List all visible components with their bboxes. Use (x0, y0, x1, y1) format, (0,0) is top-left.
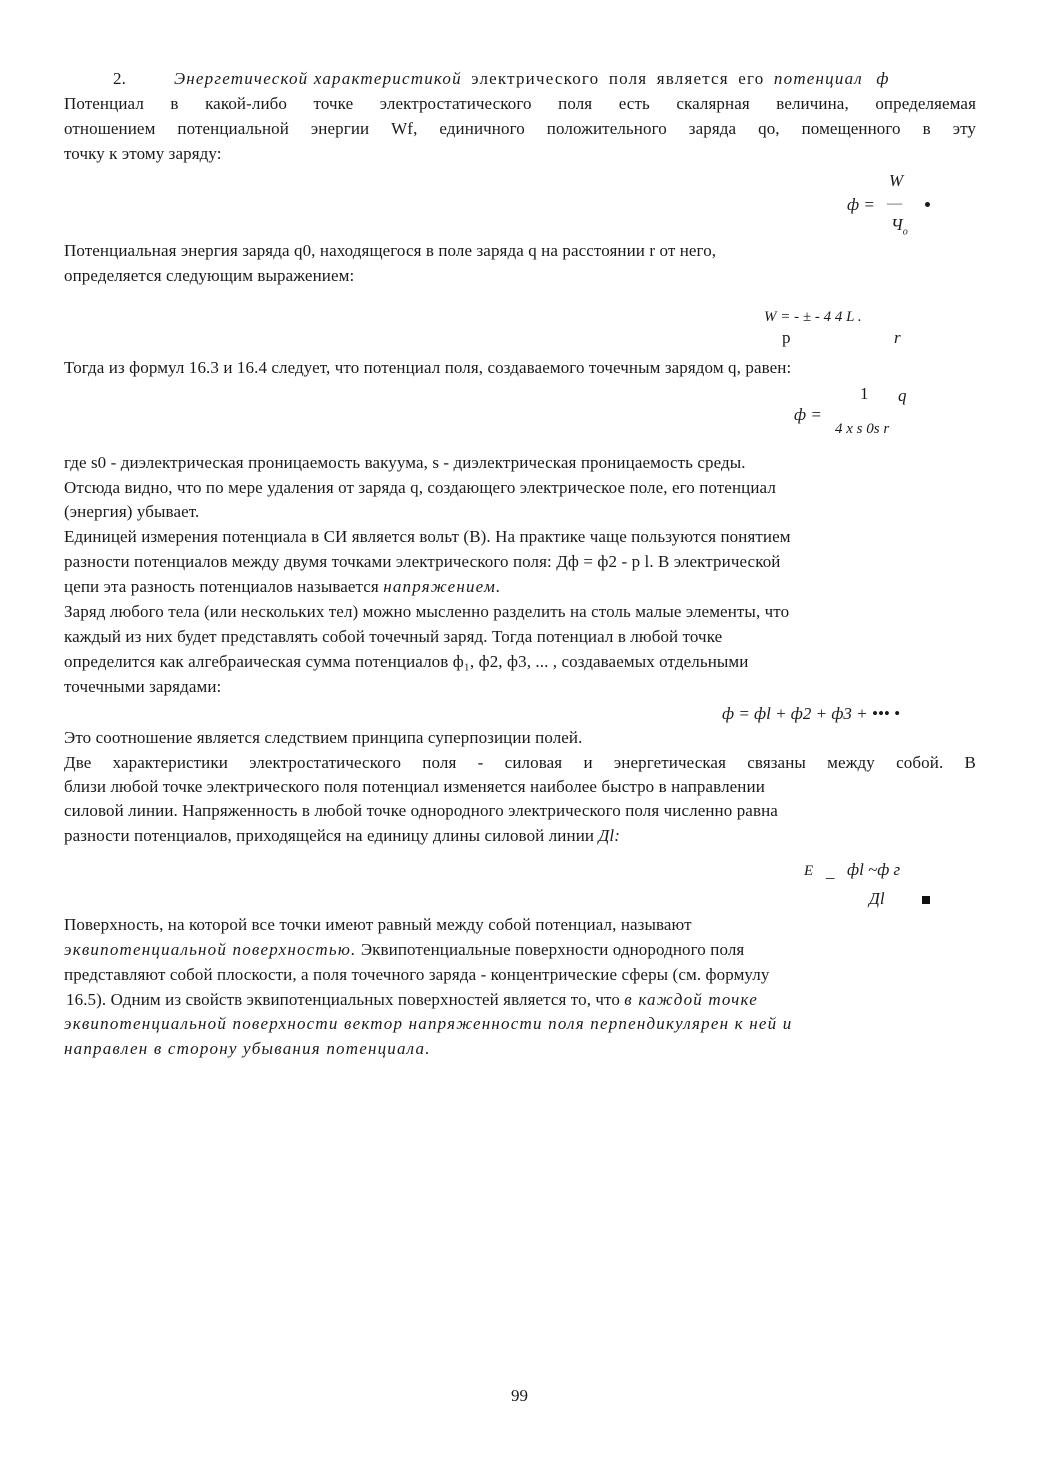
text-line-22: разности потенциалов, приходящейся на единицу длины силовой линии Дl: (64, 826, 620, 845)
text-line-6: определяется следующим выражением: (64, 266, 355, 285)
text-line-11: Единицей измерения потенциала в СИ является вольт (В). На практике чаще пользуются понятием (64, 527, 791, 546)
end-of-formula-square (922, 896, 930, 904)
text-line-9: Отсюда видно, что по мере удаления от заряда q, создающего электрическое поле, его потенциал (64, 478, 776, 497)
formula-1-bullet (925, 202, 930, 207)
formula-3-one: 1 (860, 384, 869, 403)
italic-term-dl: Дl: (598, 826, 620, 845)
formula-2-r: r (894, 328, 901, 347)
text-line-20: близи любой точке электрического поля потенциал изменяется наиболее быстро в направлении (64, 777, 765, 796)
text-line-19: Две характеристики электростатического поля - силовая и энергетическая связаны между собой. В (64, 753, 976, 772)
text-line-3: отношением потенциальной энергии Wf, единичного положительного заряда qo, помещенного в эту (64, 119, 976, 138)
text-line-24: эквипотенциальной поверхностью. Эквипотенциальные поверхности однородного поля (64, 940, 745, 959)
formula-1-lhs: ф = (847, 195, 875, 214)
text-line-26: 16.5). Одним из свойств эквипотенциальных поверхностей является то, что в каждой точке (66, 990, 758, 1009)
italic-term-voltage: напряжением. (383, 577, 502, 596)
formula-1-denominator: $Ч_о$ (891, 215, 908, 238)
italic-text-line-27: эквипотенциальной поверхности вектор напряженности поля перпендикулярен к ней и (64, 1014, 793, 1033)
paragraph-number: 2. (113, 69, 126, 88)
formula-5-equals: _ (826, 862, 835, 881)
formula-3-denominator: 4 x s 0s r (835, 421, 890, 437)
formula-3-lhs: ф = (794, 405, 822, 424)
text-line-14: Заряд любого тела (или нескольких тел) можно мысленно разделить на столь малые элементы, что (64, 602, 790, 621)
formula-5-E: E (804, 863, 814, 879)
formula-1-fraction-bar: — (887, 193, 903, 212)
italic-term-energy-characteristic: Энергетической характеристикой (173, 69, 462, 88)
formula-2-main: W = - ± - 4 4 L . (764, 309, 862, 325)
formula-3-q: q (898, 386, 907, 405)
text-line-13: цепи эта разность потенциалов называется напряжением. (64, 577, 502, 596)
text-line-15: каждый из них будет представлять собой точечный заряд. Тогда потенциал в любой точке (64, 627, 723, 646)
formula-4-superposition: ф = фl + ф2 + ф3 + ••• • (722, 704, 900, 723)
text-line-5: Потенциальная энергия заряда q0, находящегося в поле заряда q на расстоянии r от него, (64, 241, 717, 260)
text-span: электрического поля является его (461, 69, 774, 88)
text-line-17: точечными зарядами: (64, 677, 222, 696)
text-line-10: (энергия) убывает. (64, 502, 200, 521)
italic-text-1: в каждой точке (624, 990, 758, 1009)
text-line-8: где s0 - диэлектрическая проницаемость вакуума, s - диэлектрическая проницаемость среды. (64, 453, 746, 472)
italic-term-potential: потенциал ф (773, 69, 890, 88)
formula-2-p: p (782, 328, 791, 347)
text-line-16: определится как алгебраическая сумма потенциалов ф₁, ф2, ф3, ... , создаваемых отдельными (64, 652, 749, 671)
italic-term-equipotential-surface: эквипотенциальной поверхностью. (64, 940, 357, 959)
text-line-25: представляют собой плоскости, а поля точечного заряда - концентрические сферы (см. формулу (64, 965, 770, 984)
text-line-12: разности потенциалов между двумя точками электрического поля: Дф = ф2 - р l. В электрической (64, 552, 781, 571)
text-line-1 (113, 68, 1025, 90)
text-line-4: точку к этому заряду: (64, 144, 222, 163)
formula-5-denominator: Дl (869, 889, 885, 908)
text-line-7: Тогда из формул 16.3 и 16.4 следует, что потенциал поля, создаваемого точечным зарядом q, равен: (64, 358, 792, 377)
page-number: 99 (511, 1386, 528, 1405)
formula-5-numerator: фl ~ф г (847, 860, 901, 879)
text-line-2: Потенциал в какой-либо точке электростатического поля есть скалярная величина, определяемая (64, 94, 976, 113)
text-line-21: силовой линии. Напряженность в любой точке однородного электрического поля численно равна (64, 801, 778, 820)
italic-text-line-28: направлен в сторону убывания потенциала. (64, 1039, 431, 1058)
text-line-18: Это соотношение является следствием принципа суперпозиции полей. (64, 728, 583, 747)
text-line-23: Поверхность, на которой все точки имеют равный между собой потенциал, называют (64, 915, 692, 934)
formula-1-numerator: W (889, 171, 904, 190)
